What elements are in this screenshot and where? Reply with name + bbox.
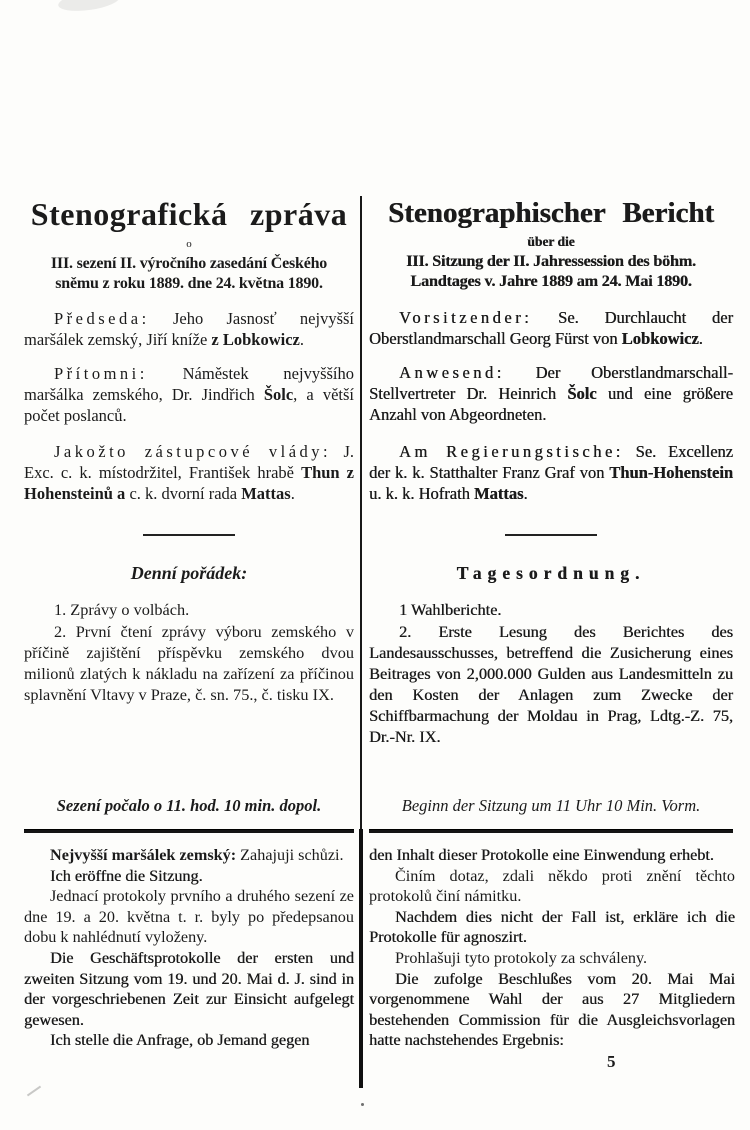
czech-subtitle-line-2: sněmu z roku 1889. dne 24. května 1890. (55, 274, 323, 292)
german-title: Stenographischer Bericht (387, 197, 715, 229)
speech-paragraph-approval-czech: Prohlašuji tyto protokoly za schváleny. (395, 948, 648, 967)
german-over-line: über die (527, 234, 575, 249)
german-agenda-heading: Tagesordnung. (456, 563, 646, 583)
scan-smudge-bottom (27, 1086, 41, 1097)
column-divider-thick-rule (359, 829, 363, 1088)
czech-chairman-paragraph: Předseda: Jeho Jasnosť nejvyšší maršálek zemský, Jiří kníže z Lobkowicz. (24, 309, 354, 349)
speech-paragraph-protocols-german: Die Geschäftsprotokolle der ersten und zweiten Sitzung vom 19. und 20. Mai d. J. sind in der vorgeschriebenen Zeit zur Einsicht aufgelegt gewesen. (24, 948, 354, 1029)
speech-opening-paragraph: Nejvyšší maršálek zemský: Zahajuji schůzi. (50, 846, 344, 864)
czech-present-paragraph: Přítomni: Náměstek nejvyššího maršálka zemského, Dr. Jindřich Šolc, a větší počet poslanců. (24, 364, 354, 425)
speech-paragraph-inquiry-german: Ich stelle die Anfrage, ob Jemand gegen (50, 1031, 310, 1050)
german-column-top (369, 195, 733, 747)
german-session-subtitle (369, 252, 733, 291)
divider-end-dot (361, 1103, 364, 1106)
speech-paragraph-commission-german: Die zufolge Beschlußes vom 20. Mai Mai vorgenommene Wahl der aus 27 Mitgliedern bestehenden Commission für die Ausgleichsvorlagen hatte nachstehendes Ergebnis: (369, 969, 735, 1050)
german-government-paragraph: Am Regierungstische: Se. Excellenz der k. k. Statthalter Franz Graf von Thun-Hohenstein u. k. k. Hofrath Mattas. (369, 442, 733, 503)
speech-paragraph-german-opening: Ich eröffne die Sitzung. (50, 866, 203, 885)
german-separator-rule (505, 534, 597, 536)
german-subtitle-line-1: III. Sitzung der II. Jahressession des böhm. (406, 252, 696, 270)
czech-session-start-note: Sezení počalo o 11. hod. 10 min. dopol. (56, 796, 322, 815)
czech-agenda-heading: Denní pořádek: (130, 563, 248, 583)
page-number: 5 (607, 1051, 616, 1071)
section-rule-right (369, 829, 733, 833)
section-rule-left (24, 829, 354, 833)
column-divider-thin-rule (360, 196, 362, 830)
czech-column-speech (24, 845, 354, 1051)
german-session-start-note: Beginn der Sitzung um 11 Uhr 10 Min. Vorm. (401, 796, 701, 815)
speech-paragraph-no-objection-german: Nachdem dies nicht der Fall ist, erkläre ich die Protokolle für agnoszirt. (369, 907, 735, 947)
czech-government-paragraph: Jakožto zástupcové vlády: J. Exc. c. k. místodržitel, František hrabě Thun z Hohensteinů a c. k. dvorní rada Mattas. (24, 442, 355, 503)
speech-paragraph-question-czech: Činím dotaz, zdali někdo proti znění těchto protokolů činí námitku. (369, 866, 735, 906)
scan-smudge-top (57, 0, 121, 14)
german-column-speech (369, 845, 735, 1072)
czech-session-subtitle (24, 254, 354, 293)
czech-subtitle-line-1: III. sezení II. výročního zasedání Českého (50, 255, 328, 272)
german-present-paragraph: Anwesend: Der Oberstlandmarschall-Stellvertreter Dr. Heinrich Šolc und eine größere Anzahl von Abgeordneten. (369, 363, 733, 424)
czech-agenda-item-2: 2. První čtení zprávy výboru zemského v příčině zajištění příspěvku zemského dvou milionů zlatých k nákladu na zařízení za příčinou splavnění Vltavy v Praze, č. sn. 75., č. tisku IX. (24, 622, 354, 704)
german-subtitle-line-2: Landtages v. Jahre 1889 am 24. Mai 1890. (410, 271, 692, 290)
czech-separator-rule (143, 534, 235, 536)
speech-paragraph-protocols-czech: Jednací protokoly prvního a druhého sezení ze dne 19. a 20. května t. r. byly po předepsanou dobu k nahlédnutí vyloženy. (24, 887, 354, 947)
czech-title: Stenografická zpráva (30, 196, 348, 232)
german-agenda-item-2: 2. Erste Lesung des Berichtes des Landesausschusses, betreffend die Zusicherung eines Beitrages von 2,000.000 Gulden aus Landesmitteln zu den Kosten der Anlagen zum Zwecke der Schiffbarmachung der Moldau in Prag, Ldtg.-Z. 75, Dr.-Nr. IX. (369, 622, 733, 746)
speech-continuation-paragraph: den Inhalt dieser Protokolle eine Einwendung erhebt. (369, 846, 714, 864)
german-agenda-item-1: 1 Wahlberichte. (399, 600, 502, 619)
title-ornament-o: o (186, 238, 192, 250)
czech-agenda-item-1: 1. Zprávy o volbách. (54, 600, 190, 619)
german-chairman-paragraph: Vorsitzender: Se. Durchlaucht der Oberstlandmarschall Georg Fürst von Lobkowicz. (369, 308, 733, 348)
czech-column-top (24, 195, 354, 705)
